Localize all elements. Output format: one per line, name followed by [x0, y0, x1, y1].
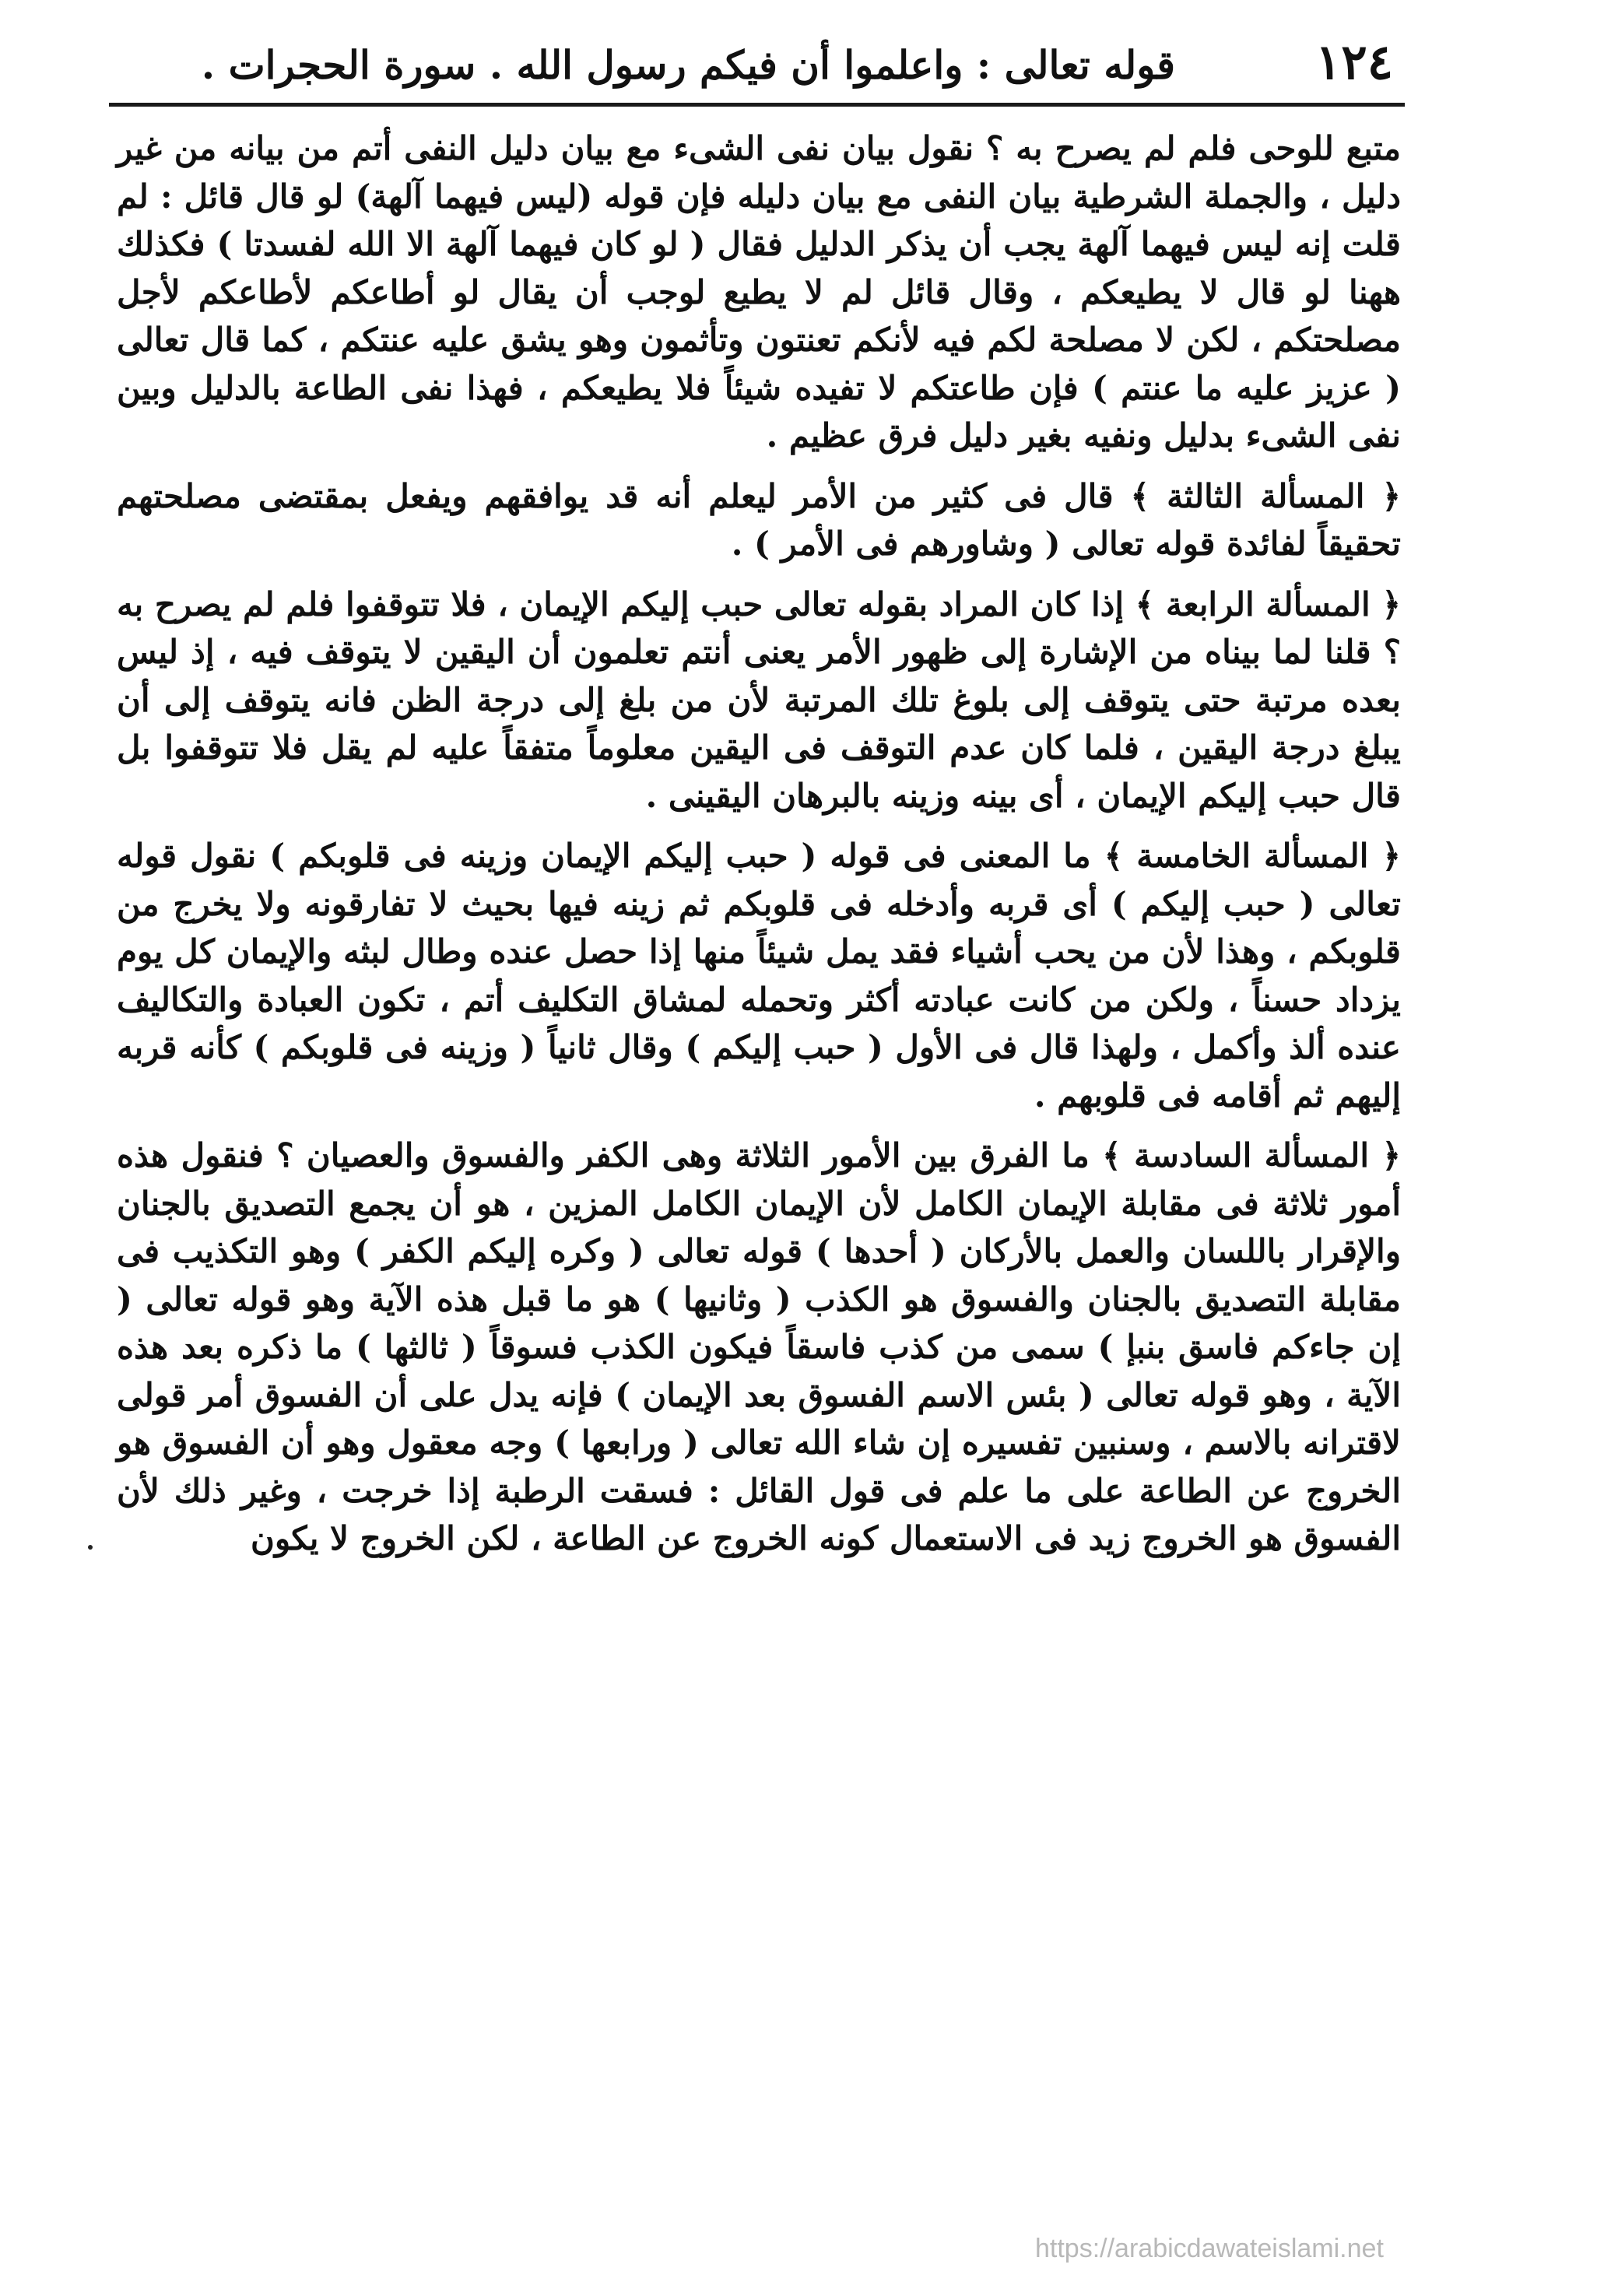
margin-dot: [88, 1545, 93, 1550]
paragraph-issue-3: ﴿ المسألة الثالثة ﴾ قال فى كثير من الأمر ليعلم أنه قد يوافقهم ويفعل بمقتضى مصلحتهم تحقيقاً لفائدة قوله تعالى ( وشاورهم فى الأمر ) .: [117, 476, 1401, 563]
page-number: ١٢٤: [1315, 33, 1393, 90]
header-divider: [109, 103, 1405, 107]
paragraph-issue-5: ﴿ المسألة الخامسة ﴾ ما المعنى فى قوله ( حبب إليكم الإيمان وزينه فى قلوبكم ) نقول قوله تعالى ( حبب إليكم ) أى قربه وأدخله فى قلوبكم ثم زينه فيها بحيث لا تفارقونه ولا يخرج من قلوبكم ، وهذا لأن من يحب أشياء فقد يمل شيئاً منها إذا حصل عنده وطال لبثه والإيمان كل يوم يزداد حسناً ، ولكن من كانت عبادته أكثر وتحمله لمشاق التكليف أتم ، تكون العبادة والتكاليف عنده ألذ وأكمل ، ولهذا قال فى الأول ( حبب إليكم ) وقال ثانياً ( وزينه فى قلوبكم ) كأنه قربه إليهم ثم أقامه فى قلوبهم .: [117, 837, 1401, 1115]
paragraph-issue-6: ﴿ المسألة السادسة ﴾ ما الفرق بين الأمور الثلاثة وهى الكفر والفسوق والعصيان ؟ فنقول هذه أمور ثلاثة فى مقابلة الإيمان الكامل لأن الإيمان الكامل المزين ، هو أن يجمع التصديق بالجنان والإقرار باللسان والعمل بالأركان ( أحدها ) قوله تعالى ( وكره إليكم الكفر ) وهو التكذيب فى مقابلة التصديق بالجنان والفسوق هو الكذب ( وثانيها ) هو ما قبل هذه الآية وهو قوله تعالى ( إن جاءكم فاسق بنبإ ) سمى من كذب فاسقاً فيكون الكذب فسوقاً ( ثالثها ) ما ذكره بعد هذه الآية ، وهو قوله تعالى ( بئس الاسم الفسوق بعد الإيمان ) فإنه يدل على أن الفسوق أمر قولى لاقترانه بالاسم ، وسنبين تفسيره إن شاء الله تعالى ( ورابعها ) وجه معقول وهو أن الفسوق هو الخروج عن الطاعة على ما علم فى قول القائل : فسقت الرطبة إذا خرجت ، وغير ذلك لأن الفسوق هو الخروج زيد فى الاستعمال كونه الخروج عن الطاعة ، لكن الخروج لا يكون: [117, 1136, 1401, 1557]
paragraph-issue-4: ﴿ المسألة الرابعة ﴾ إذا كان المراد بقوله تعالى حبب إليكم الإيمان ، فلا تتوقفوا فلم لم يصرح به ؟ قلنا لما بيناه من الإشارة إلى ظهور الأمر يعنى أنتم تعلمون أن اليقين لا يتوقف فيه ، إذ ليس بعده مرتبة حتى يتوقف إلى بلوغ تلك المرتبة لأن من بلغ إلى درجة الظن فانه يتوقف إلى أن يبلغ درجة اليقين ، فلما كان عدم التوقف فى اليقين معلوماً متفقاً عليه لم يقل فلا تتوقفوا بل قال حبب إليكم الإيمان ، أى بينه وزينه بالبرهان اليقينى .: [117, 585, 1401, 815]
running-title: قوله تعالى : واعلموا أن فيكم رسول الله . سورة الحجرات .: [201, 42, 1175, 88]
paragraph-1: متبع للوحى فلم لم يصرح به ؟ نقول بيان نفى الشىء مع بيان دليل النفى أتم من بيانه من غير دليل ، والجملة الشرطية بيان النفى مع بيان دليله فإن قوله (ليس فيهما آلهة) لو قال قائل : لم قلت إنه ليس فيهما آلهة يجب أن يذكر الدليل فقال ( لو كان فيهما آلهة الا الله لفسدتا ) فكذلك ههنا لو قال لا يطيعكم ، وقال قائل لم لا يطيع لوجب أن يقال لو أطاعكم لأطاعكم لأجل مصلحتكم ، لكن لا مصلحة لكم فيه لأنكم تعنتون وتأثمون وهو يشق عليه عنتكم ، كما قال تعالى ( عزيز عليه ما عنتم ) فإن طاعتكم لا تفيده شيئاً فلا يطيعكم ، فهذا نفى الطاعة بالدليل وبين نفى الشىء بدليل ونفيه بغير دليل فرق عظيم .: [117, 129, 1402, 455]
page-body: [117, 125, 1401, 1563]
page-header: [101, 23, 1409, 101]
watermark-url: https://arabicdawateislami.net: [1035, 2234, 1384, 2263]
